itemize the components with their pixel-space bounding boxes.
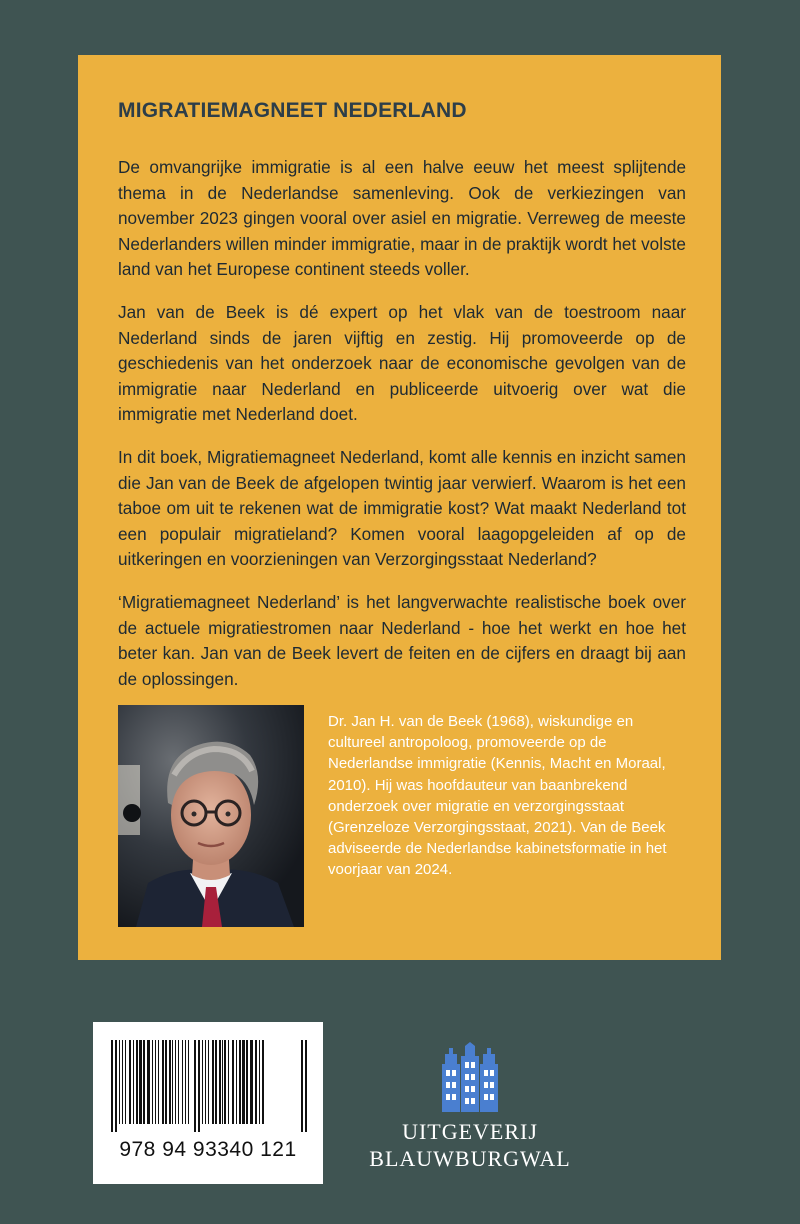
- barcode-bar: [242, 1040, 245, 1124]
- barcode-bars: [93, 1022, 323, 1132]
- blurb-paragraph-2: Jan van de Beek is dé expert op het vlak van de toestroom naar Nederland sinds de jaren vijftig en zestig. Hij promoveerde op de geschiedenis van het onderzoek naar de economische gevolgen van de immigratie naar Nederland en publiceerde uitvoerig over wat die immigratie met Nederland doet.: [118, 301, 686, 425]
- barcode-bar: [143, 1040, 145, 1124]
- publisher-name: [352, 1118, 588, 1172]
- publisher-name-line-2: BLAUWBURGWAL: [369, 1146, 571, 1171]
- barcode-bar: [232, 1040, 234, 1124]
- barcode-bar: [239, 1040, 241, 1124]
- barcode-bar: [119, 1040, 120, 1124]
- barcode-bar: [169, 1040, 171, 1124]
- barcode-bar: [198, 1040, 200, 1132]
- barcode-bar: [205, 1040, 206, 1124]
- barcode-bar: [185, 1040, 186, 1124]
- barcode-bar: [147, 1040, 150, 1124]
- barcode-bar: [194, 1040, 196, 1132]
- barcode-bar: [259, 1040, 260, 1124]
- blurb-paragraph-4: ‘Migratiemagneet Nederland’ is het langverwachte realistische boek over de actuele migratiestromen naar Nederland - hoe het werkt en hoe het beter kan. Jan van de Beek levert de feiten en de cijfers en draagt bij aan de oplossingen.: [118, 591, 686, 689]
- barcode-bar: [224, 1040, 226, 1124]
- barcode-bar: [129, 1040, 131, 1124]
- barcode-bar: [158, 1040, 159, 1124]
- barcode-bar: [122, 1040, 123, 1124]
- barcode-bar: [133, 1040, 134, 1124]
- publisher-name-line-1: UITGEVERIJ: [402, 1119, 538, 1144]
- barcode-bar: [208, 1040, 209, 1124]
- isbn-barcode: [93, 1022, 323, 1184]
- barcode-bar: [228, 1040, 229, 1124]
- barcode-bar: [215, 1040, 217, 1124]
- barcode-bar: [152, 1040, 153, 1124]
- barcode-bar: [301, 1040, 303, 1132]
- barcode-bar: [188, 1040, 189, 1124]
- isbn-number: 978 94 93340 121: [119, 1138, 297, 1161]
- barcode-bar: [236, 1040, 237, 1124]
- barcode-bar: [222, 1040, 223, 1124]
- canal-houses-logo-icon: [440, 1042, 500, 1112]
- barcode-bar: [162, 1040, 164, 1124]
- barcode-bar: [212, 1040, 214, 1124]
- author-photo: [118, 705, 304, 927]
- barcode-bar: [136, 1040, 138, 1124]
- blurb-paragraph-3: In dit boek, Migratiemagneet Nederland, komt alle kennis en inzicht samen die Jan van de Beek de afgelopen twintig jaar verwierf. Waarom is het een taboe om uit te rekenen wat de immigratie kost? Wat maakt Nederland tot een populair migratieland? Komen vooral laagopgeleiden af op de uitkeringen en voorzieningen van Verzorgingsstaat Nederland?: [118, 446, 686, 570]
- book-title: MIGRATIEMAGNEET NEDERLAND: [118, 99, 467, 122]
- barcode-bar: [182, 1040, 183, 1124]
- barcode-bar: [172, 1040, 173, 1124]
- barcode-bar: [111, 1040, 113, 1132]
- barcode-bar: [202, 1040, 203, 1124]
- barcode-bar: [125, 1040, 126, 1124]
- blurb: [118, 155, 686, 709]
- barcode-bar: [175, 1040, 176, 1124]
- barcode-bar: [246, 1040, 248, 1124]
- barcode-bar: [305, 1040, 307, 1132]
- barcode-bar: [219, 1040, 221, 1124]
- author-bio: Dr. Jan H. van de Beek (1968), wiskundige en cultureel antropoloog, promoveerde op de Nederlandse immigratie (Kennis, Macht en Moraal, 2010). Hij was hoofdauteur van baanbrekend onderzoek over migratie en verzorgingsstaat (Grenzeloze Verzorgingsstaat, 2021). Van de Beek adviseerde de Nederlandse kabinetsformatie in het voorjaar van 2024.: [328, 713, 667, 879]
- back-cover-panel: [78, 55, 721, 960]
- barcode-bar: [165, 1040, 167, 1124]
- barcode-bar: [262, 1040, 264, 1124]
- barcode-bar: [155, 1040, 156, 1124]
- barcode-bar: [250, 1040, 253, 1124]
- barcode-bar: [178, 1040, 179, 1124]
- barcode-bar: [139, 1040, 142, 1124]
- barcode-bar: [115, 1040, 117, 1132]
- barcode-bar: [255, 1040, 257, 1124]
- blurb-paragraph-1: De omvangrijke immigratie is al een halve eeuw het meest splijtende thema in de Nederlandse samenleving. Ook de verkiezingen van november 2023 gingen vooral over asiel en migratie. Verreweg de meeste Nederlanders willen minder immigratie, maar in de praktijk wordt het volste land van het Europese continent steeds voller.: [118, 157, 686, 280]
